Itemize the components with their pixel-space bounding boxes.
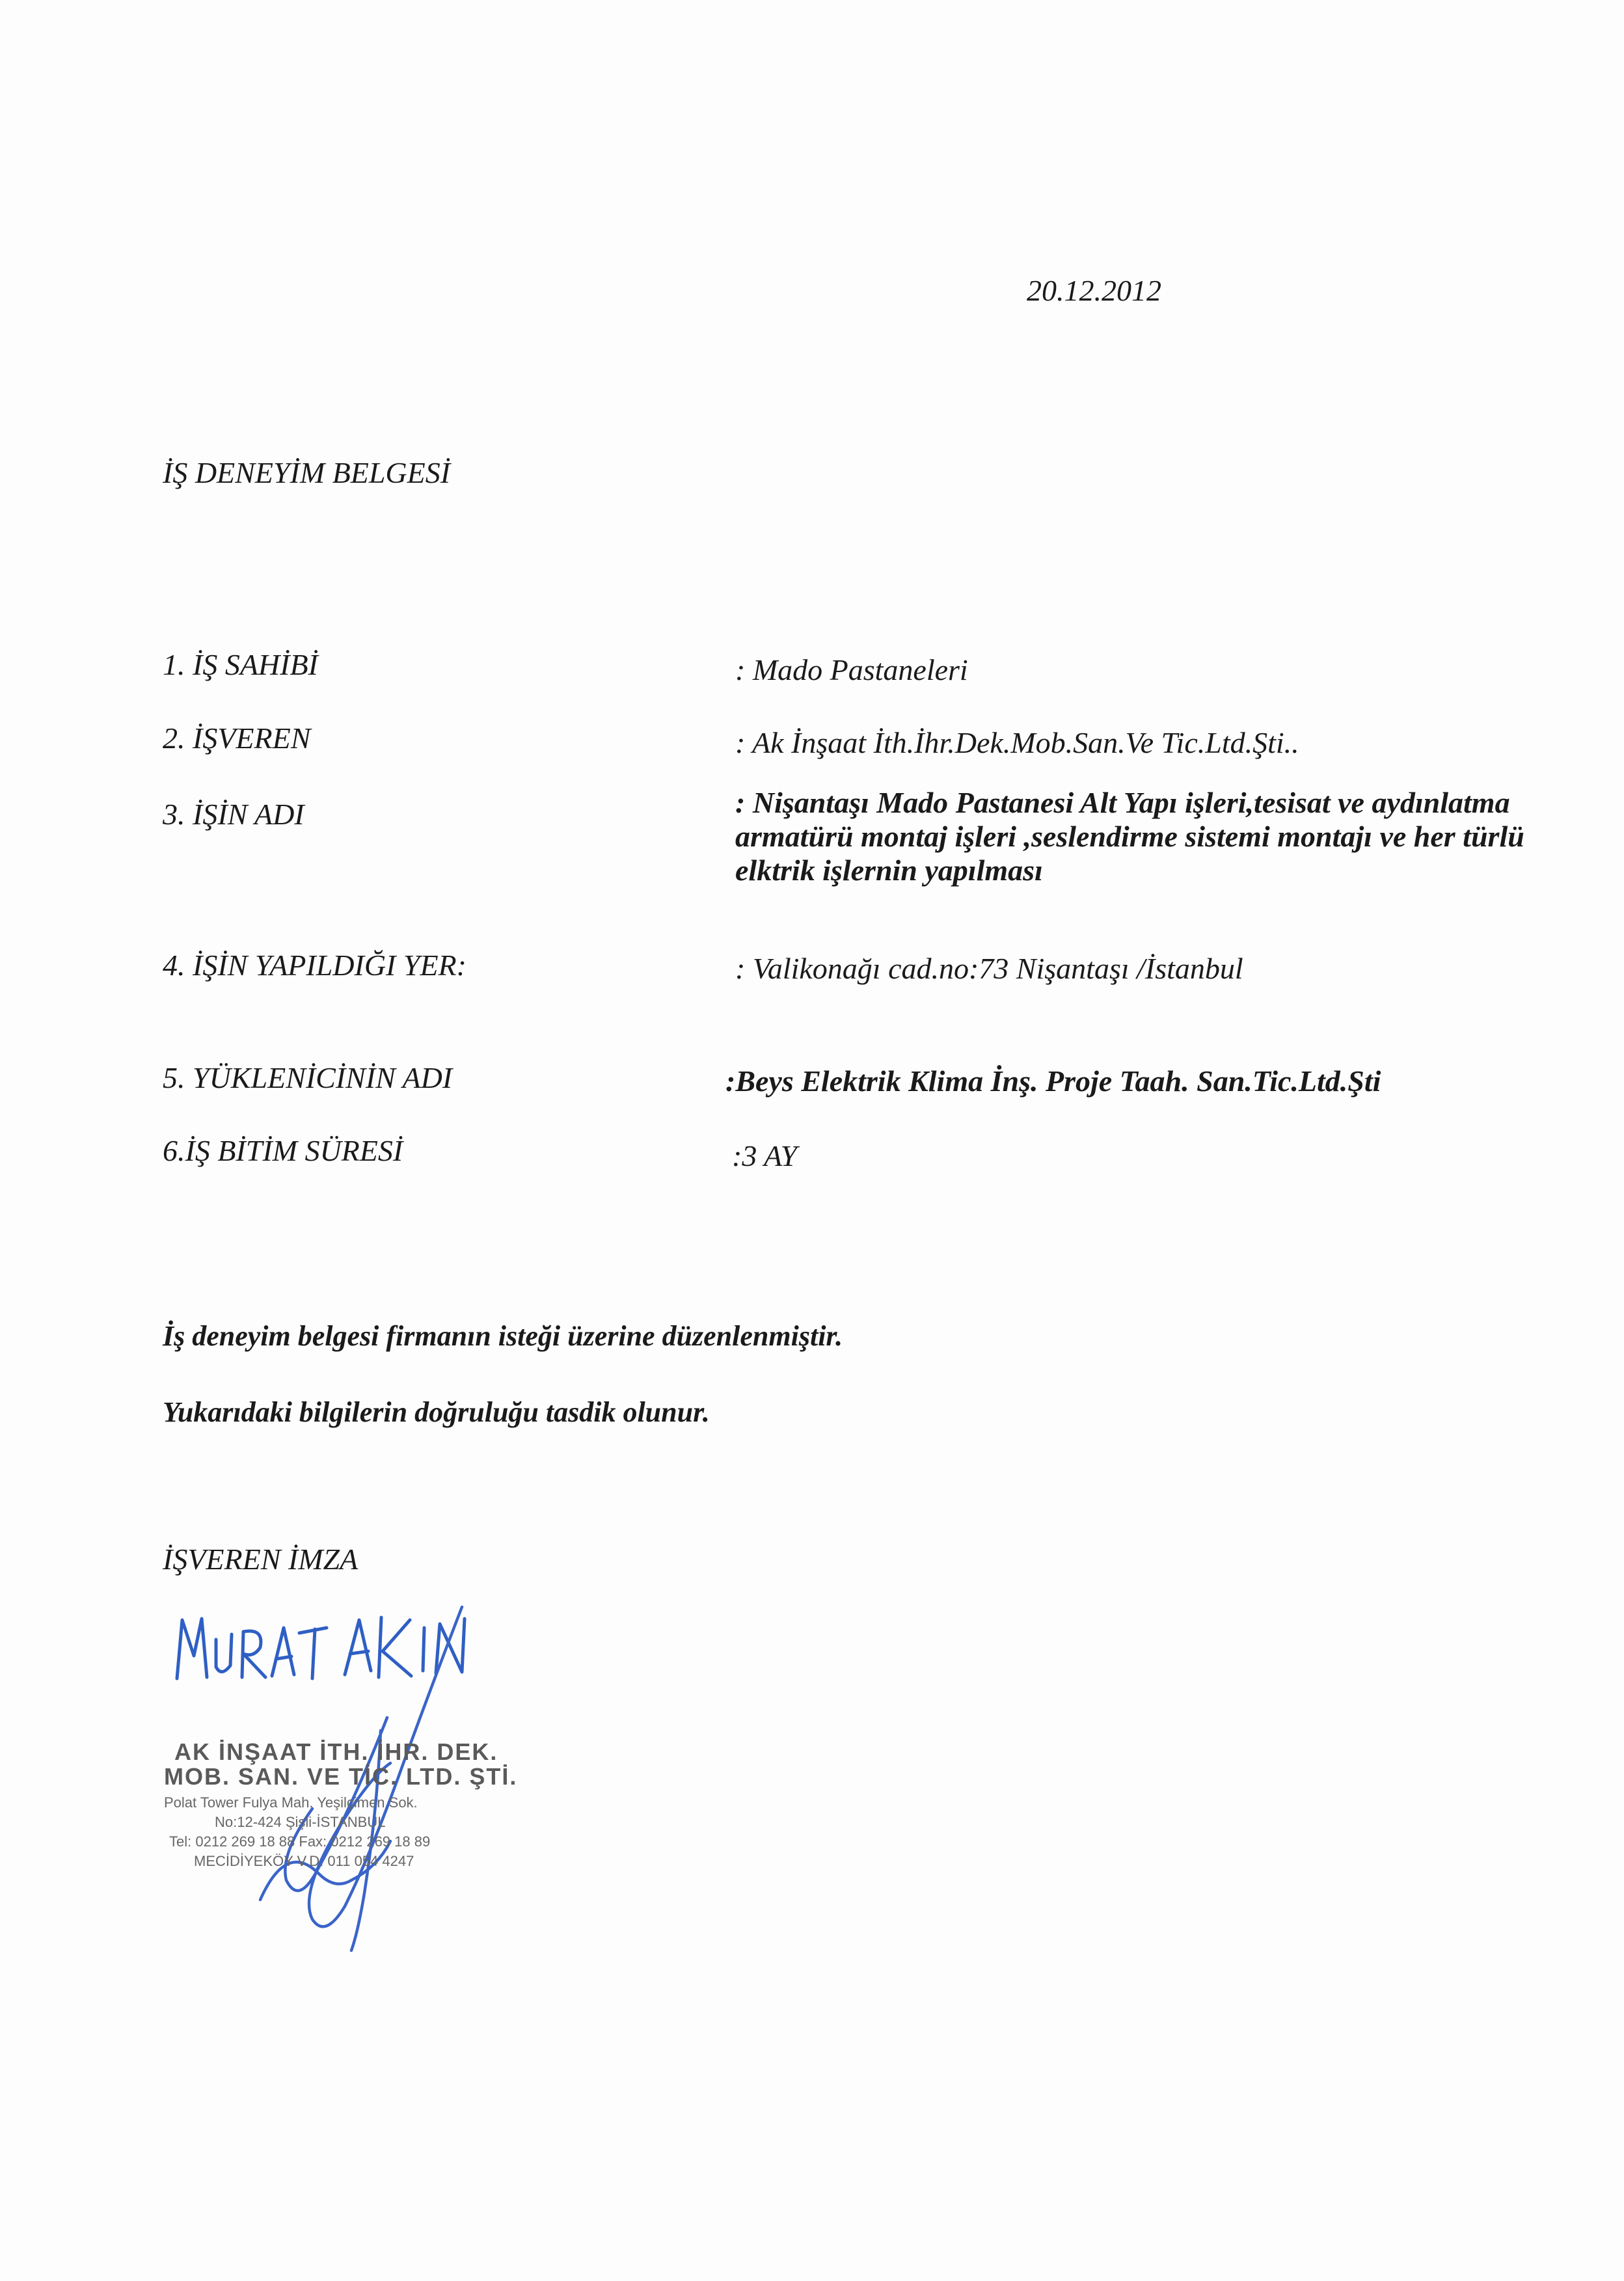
statement-certified-accuracy: Yukarıdaki bilgilerin doğruluğu tasdik olunur. (163, 1396, 710, 1428)
row-label-is-sahibi: 1. İŞ SAHİBİ (163, 648, 318, 681)
document-title: İŞ DENEYİM BELGESİ (163, 456, 451, 489)
stamp-line-4: No:12-424 Şişli-İSTANBUL (215, 1814, 386, 1830)
row-label-isin-adi: 3. İŞİN ADI (163, 798, 304, 831)
row-value-is-bitim-suresi: :3 AY (732, 1139, 798, 1172)
row-label-yuklenicinin-adi: 5. YÜKLENİCİNİN ADI (163, 1061, 453, 1094)
row-value-isveren: : Ak İnşaat İth.İhr.Dek.Mob.San.Ve Tic.Ltd.Şti.. (735, 726, 1299, 759)
row-value-is-sahibi: : Mado Pastaneleri (735, 653, 968, 686)
stamp-line-1: AK İNŞAAT İTH. İHR. DEK. (174, 1738, 498, 1765)
row-value-isin-adi: : Nişantaşı Mado Pastanesi Alt Yapı işleri,tesisat ve aydınlatma armatürü montaj işleri ,seslendirme sistemi montajı ve her türlü elktrik işlernin yapılması (735, 786, 1524, 887)
row-value-yuklenicinin-adi: :Beys Elektrik Klima İnş. Proje Taah. San.Tic.Ltd.Şti (725, 1064, 1381, 1098)
row-label-isin-yapildigi-yer: 4. İŞİN YAPILDIĞI YER: (163, 949, 467, 982)
signature-stamp (156, 1594, 560, 1958)
row-label-isveren: 2. İŞVEREN (163, 722, 311, 755)
document-date: 20.12.2012 (1027, 274, 1161, 307)
stamp-line-6: MECİDİYEKÖY V.D. 011 054 4247 (194, 1853, 414, 1869)
stamp-line-5: Tel: 0212 269 18 88 Fax: 0212 269 18 89 (169, 1833, 431, 1850)
stamp-line-2: MOB. SAN. VE TİC. LTD. ŞTİ. (164, 1763, 518, 1790)
statement-issued-on-request: İş deneyim belgesi firmanın isteği üzerine düzenlenmiştir. (163, 1320, 843, 1352)
row-label-is-bitim-suresi: 6.İŞ BİTİM SÜRESİ (163, 1134, 403, 1167)
stamp-line-3: Polat Tower Fulya Mah. Yeşilçimen Sok. (164, 1794, 418, 1811)
row-value-isin-yapildigi-yer: : Valikonağı cad.no:73 Nişantaşı /İstanbul (735, 952, 1243, 985)
employer-signature-title: İŞVEREN İMZA (163, 1543, 359, 1576)
